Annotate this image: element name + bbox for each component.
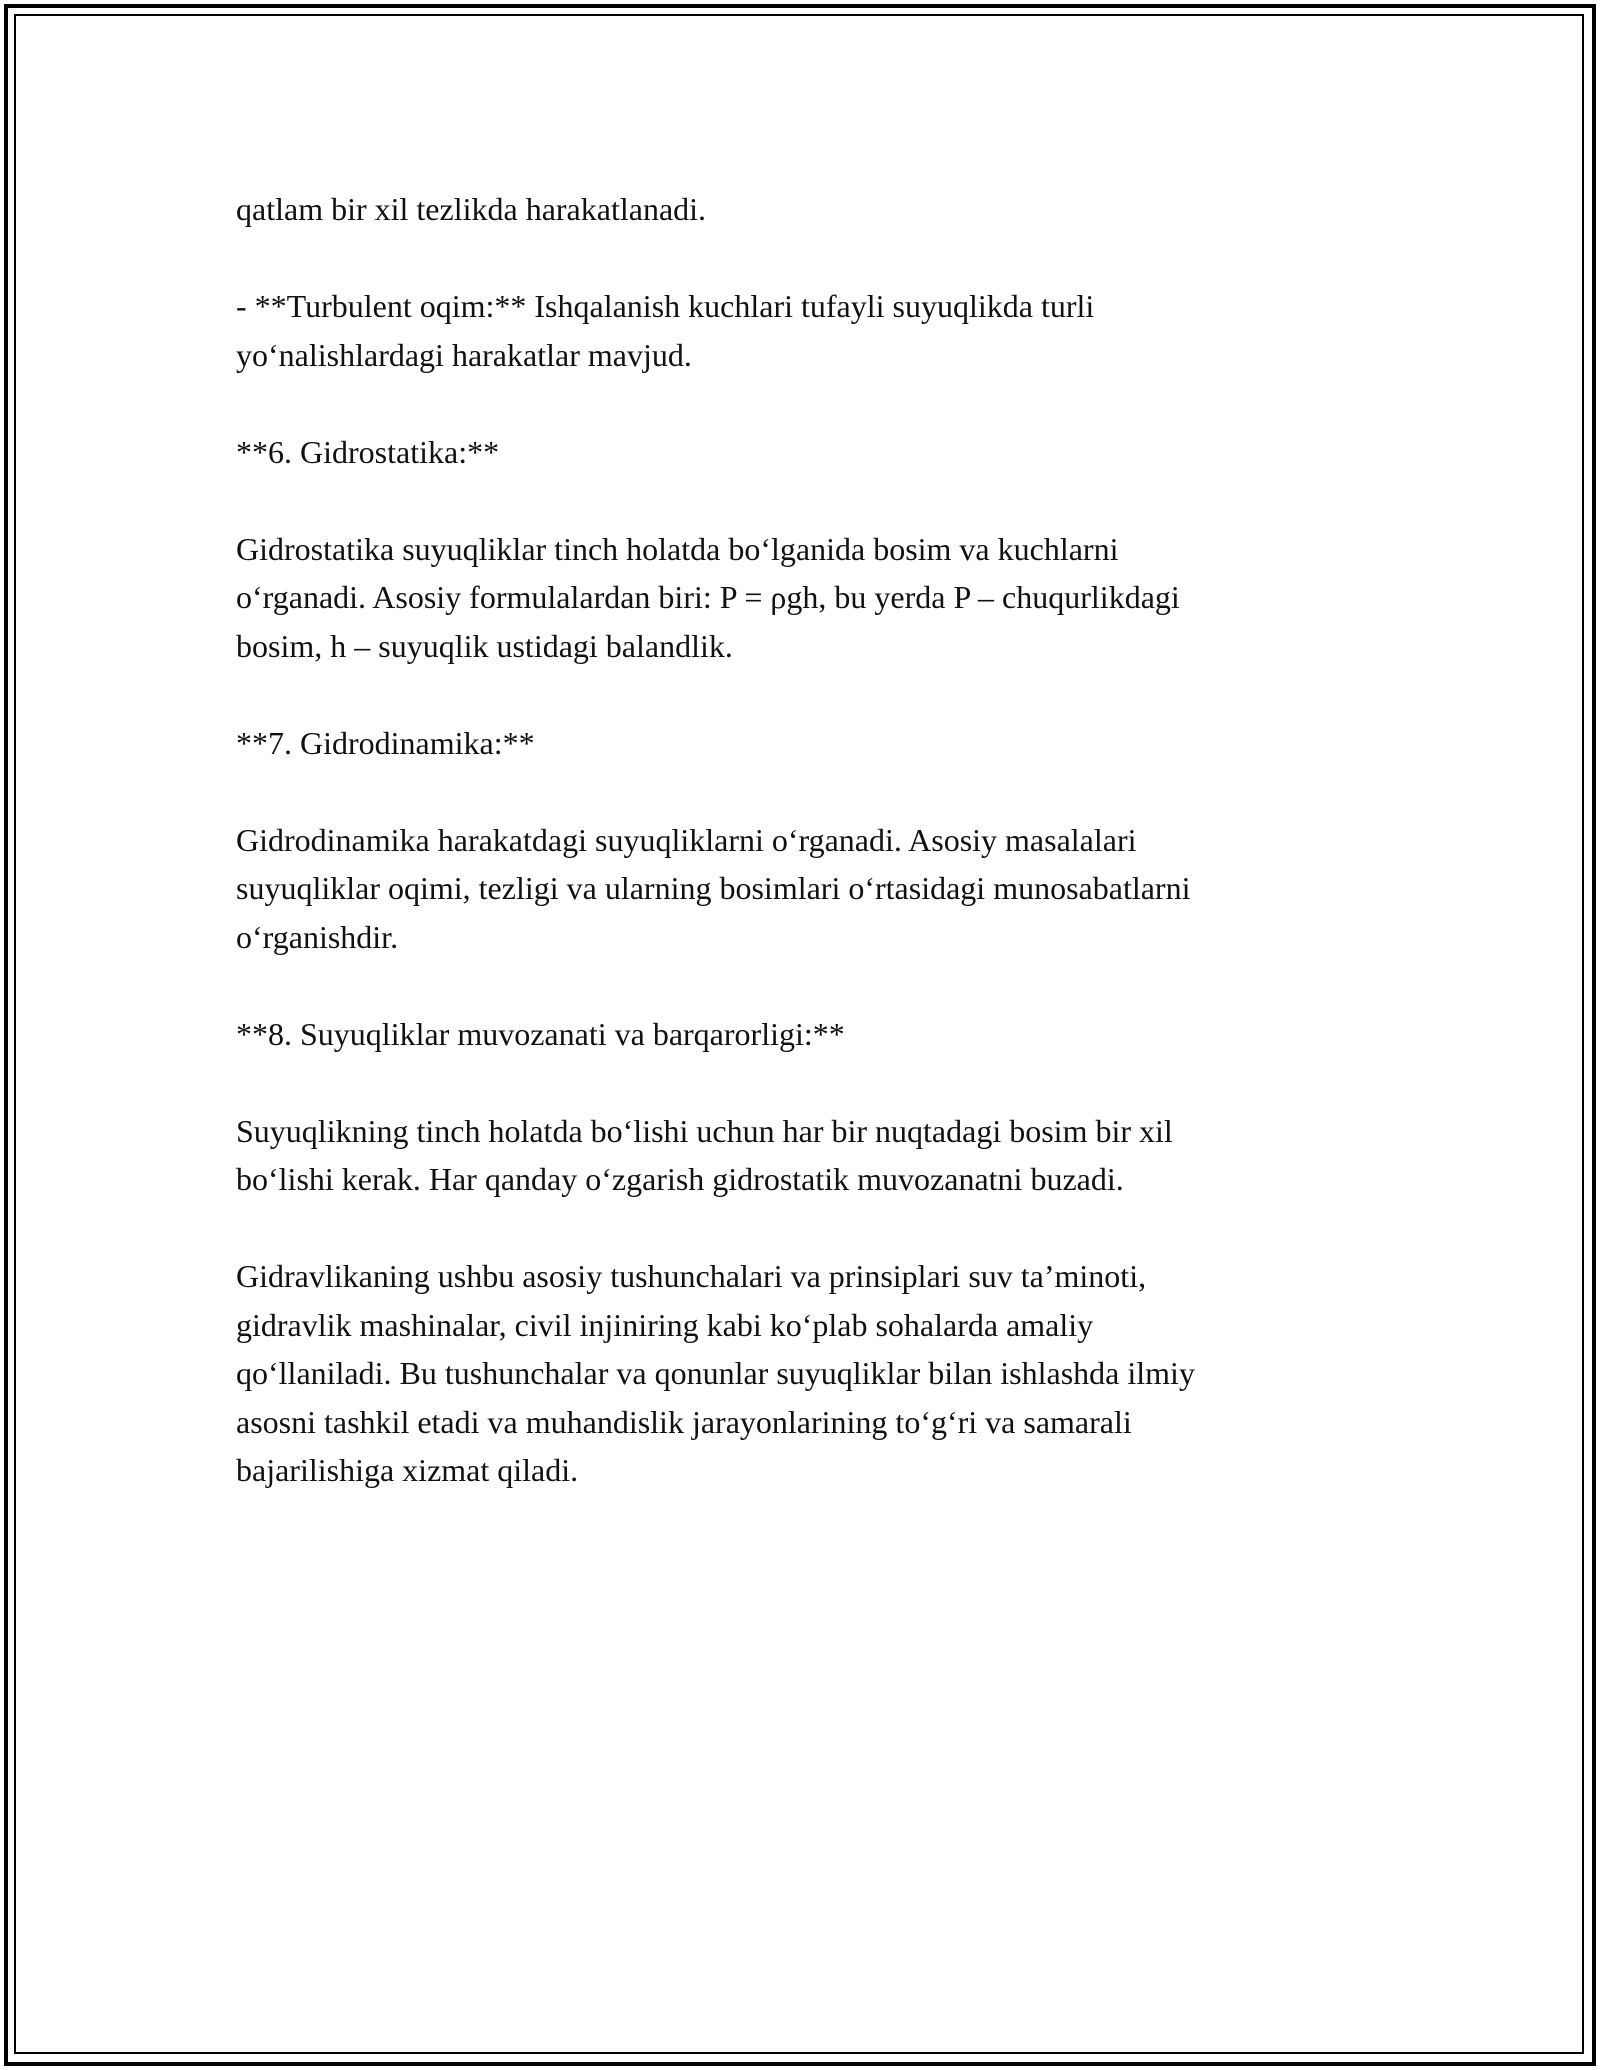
text-line: bo‘lishi kerak. Har qanday o‘zgarish gidrostatik muvozanatni buzadi. <box>236 1161 1124 1197</box>
section-heading-8 <box>236 1010 1366 1059</box>
section-heading-7 <box>236 719 1366 768</box>
text-line: bajarilishiga xizmat qiladi. <box>236 1452 579 1488</box>
paragraph-hydrodynamics <box>236 816 1366 962</box>
heading-text: **8. Suyuqliklar muvozanati va barqarorligi:** <box>236 1015 845 1052</box>
heading-text: **6. Gidrostatika:** <box>236 433 500 470</box>
text-line: Gidrostatika suyuqliklar tinch holatda bo‘lganida bosim va kuchlarni <box>236 530 1119 567</box>
section-heading-6 <box>236 428 1366 477</box>
text-line: suyuqliklar oqimi, tezligi va ularning bosimlari o‘rtasidagi munosabatlarni <box>236 870 1191 906</box>
text-line: asosni tashkil etadi va muhandislik jarayonlarining to‘g‘ri va samarali <box>236 1403 1132 1440</box>
text-line: o‘rganadi. Asosiy formulalardan biri: P = ρgh, bu yerda P – chuqurlikdagi <box>236 579 1180 615</box>
paragraph-turbulent-flow <box>236 282 1366 379</box>
text-line: Suyuqlikning tinch holatda bo‘lishi uchun har bir nuqtadagi bosim bir xil <box>236 1112 1173 1149</box>
paragraph-equilibrium <box>236 1107 1366 1204</box>
heading-text: **7. Gidrodinamika:** <box>236 724 535 761</box>
text-line: yo‘nalishlardagi harakatlar mavjud. <box>236 336 692 373</box>
text-line: gidravlik mashinalar, civil injiniring kabi ko‘plab sohalarda amaliy <box>236 1306 1094 1343</box>
text-line: o‘rganishdir. <box>236 918 399 955</box>
paragraph-conclusion <box>236 1252 1366 1495</box>
text-line: Gidravlikaning ushbu asosiy tushunchalari va prinsiplari suv ta’minoti, <box>236 1258 1147 1294</box>
text-line: Gidrodinamika harakatdagi suyuqliklarni o‘rganadi. Asosiy masalalari <box>236 821 1137 858</box>
paragraph-hydrostatics <box>236 525 1366 671</box>
text-line: bosim, h – suyuqlik ustidagi balandlik. <box>236 627 733 664</box>
text-line: - **Turbulent oqim:** Ishqalanish kuchlari tufayli suyuqlikda turli <box>236 288 1095 324</box>
text-line: qo‘llaniladi. Bu tushunchalar va qonunlar suyuqliklar bilan ishlashda ilmiy <box>236 1355 1195 1391</box>
text-line: qatlam bir xil tezlikda harakatlanadi. <box>236 191 707 227</box>
paragraph-laminar-continuation <box>236 185 1366 234</box>
document-body <box>236 185 1366 1495</box>
